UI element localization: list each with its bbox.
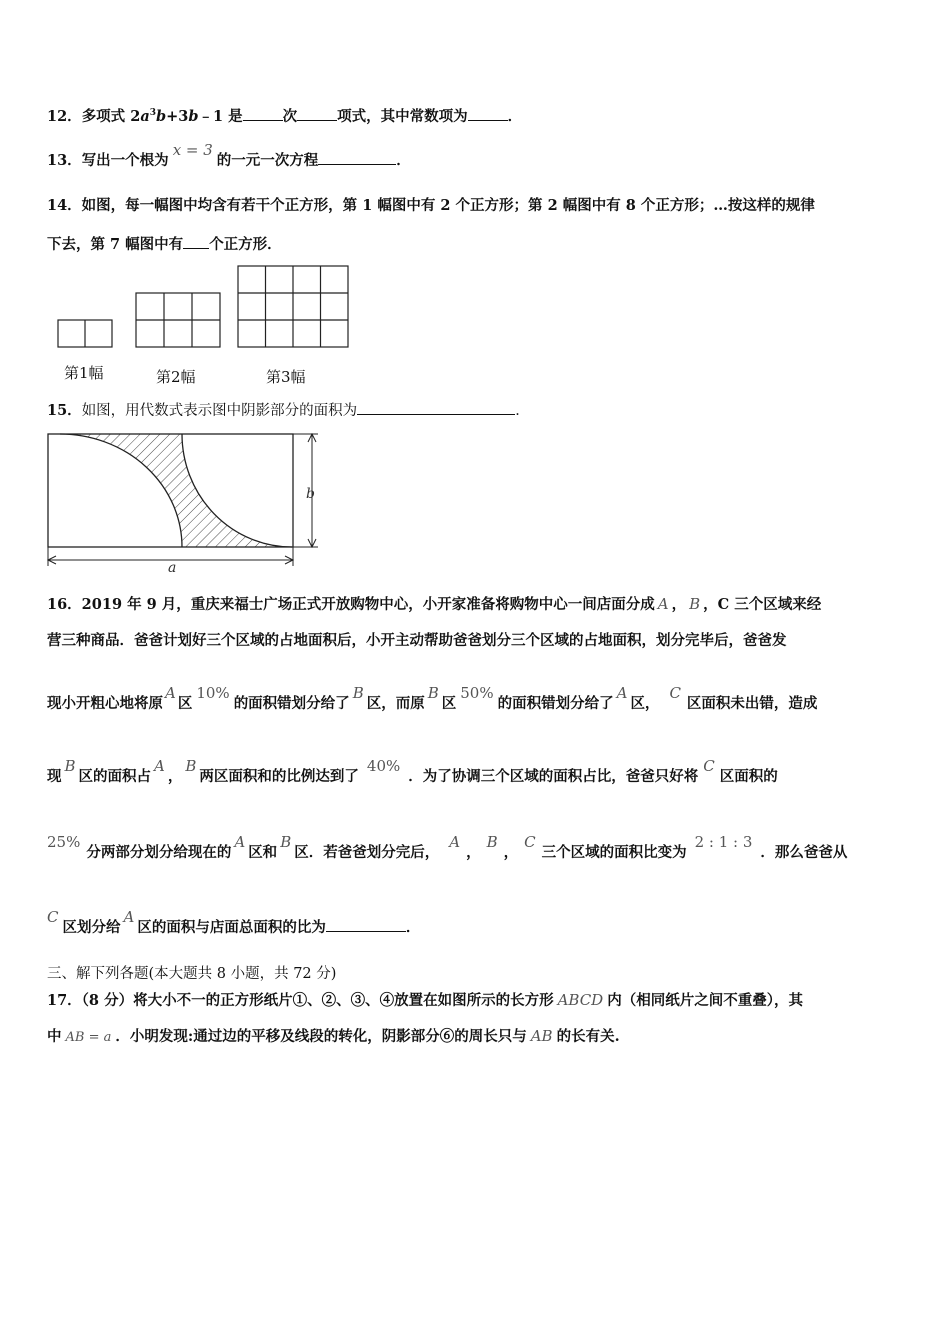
question-13: 13．写出一个根为x = 3的一元一次方程 ． [47, 141, 411, 169]
question-16-line-4: 现B区的面积占A，B两区面积和的比例达到了40%．为了协调三个区域的面积占比，爸爸只好将C区面积的 [47, 757, 778, 785]
label-a: a [168, 560, 177, 575]
question-17-line-1: 17．（8 分）将大小不一的正方形纸片①、②、③、④放置在如图所示的长方形 ABCD 内（相同纸片之间不重叠），其 [47, 991, 803, 1009]
question-16-line-5: 25%分两部分划分给现在的A区和B区．若爸爸划分完后，A，B，C三个区域的面积比变为2 : 1 : 3．那么爸爸从 [47, 833, 848, 861]
question-16-line-1: 16．2019 年 9 月，重庆来福士广场正式开放购物中心，小开家准备将购物中心一间店面分成 A ， B ，C 三个区域来经 [47, 595, 822, 613]
question-14-line-2: 下去，第 7 幅图中有 个正方形． [47, 236, 282, 253]
caption-figure-1: 第1幅 [64, 364, 104, 382]
q12-number: 12． [47, 107, 82, 125]
question-14-line-1: 14．如图，每一幅图中均含有若干个正方形，第 1 幅图中有 2 个正方形；第 2 幅图中有 8 个正方形；…按这样的规律 [47, 197, 815, 214]
question-16-line-6: C区划分给A区的面积与店面总面积的比为 ． [47, 908, 421, 936]
shaded-region [60, 434, 292, 547]
q12-blank-3[interactable] [468, 106, 508, 121]
question-12: 12．多项式 $2a^3b+3b﹣1$ 是 次 项式，其中常数项为 ． [47, 107, 523, 125]
q13-math-root: x = 3 [172, 141, 213, 159]
q12-blank-1[interactable] [243, 106, 283, 121]
section-3-heading: 三、解下列各题(本大题共 8 小题，共 72 分) [47, 966, 337, 982]
q15-shaded-area-figure [40, 425, 330, 575]
q15-blank[interactable] [357, 400, 515, 415]
label-b: b [306, 486, 315, 502]
q14-blank[interactable] [183, 234, 209, 249]
caption-figure-2: 第2幅 [156, 368, 196, 386]
q14-square-figures [50, 262, 370, 352]
question-15: 15．如图，用代数式表示图中阴影部分的面积为 ． [47, 402, 530, 419]
q12-blank-2[interactable] [297, 106, 337, 121]
q16-blank[interactable] [326, 917, 406, 932]
caption-figure-3: 第3幅 [266, 368, 306, 386]
question-16-line-2: 营三种商品．爸爸计划好三个区域的占地面积后，小开主动帮助爸爸划分三个区域的占地面积，划分完毕后，爸爸发 [47, 632, 787, 649]
q13-blank[interactable] [318, 150, 396, 165]
question-17-line-2: 中 AB = a ．小明发现:通过边的平移及线段的转化，阴影部分⑥的周长只与 AB 的长有关. [47, 1027, 620, 1045]
question-16-line-3: 现小开粗心地将原A区10%的面积错划分给了B区，而原B区50%的面积错划分给了A区，C区面积未出错，造成 [47, 684, 818, 712]
